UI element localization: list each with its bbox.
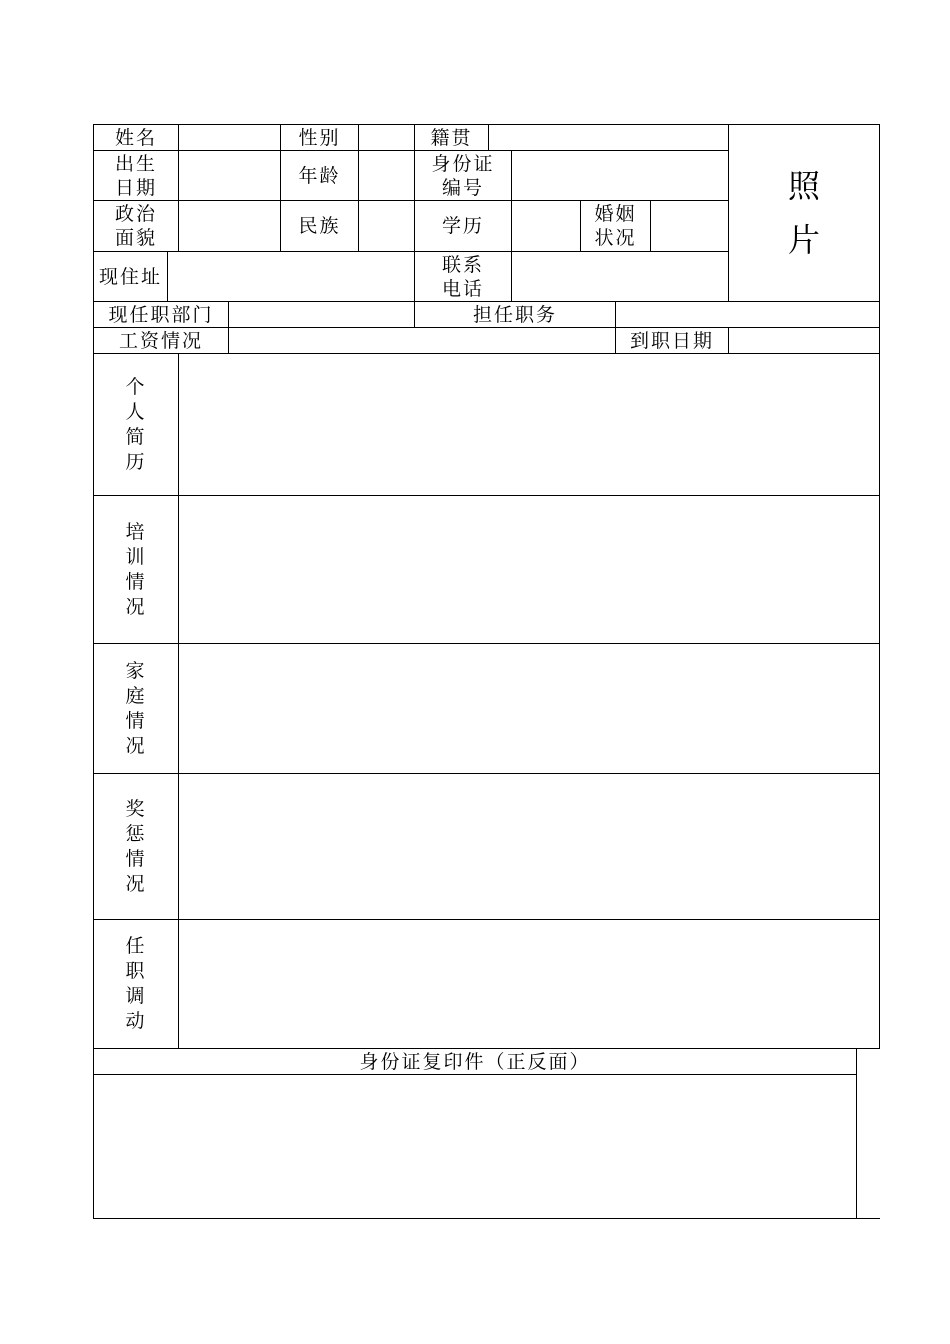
training-field[interactable] [179,496,879,643]
name-label: 姓名 [114,126,157,149]
phone-label-line2: 电话 [441,277,484,300]
family-label-char1: 家 [125,659,147,682]
birth-date-label-line1: 出生 [114,152,157,175]
transfers-label-char4: 动 [125,1010,147,1032]
ethnicity-label: 民族 [298,215,341,237]
id-number-label-line1: 身份证 [431,152,495,175]
marital-status-label [581,201,650,251]
transfers-label-char3: 调 [125,985,147,1007]
start-date-label: 到职日期 [629,329,714,352]
transfers-label-char2: 职 [125,960,147,982]
rewards-field[interactable] [179,774,879,919]
family-label-char4: 况 [125,734,147,757]
family-field[interactable] [179,644,879,773]
marital-status-label-line1: 婚姻 [594,203,637,225]
salary-field[interactable] [229,328,615,353]
resume-label-char2: 人 [125,400,147,423]
training-label-char3: 情 [125,570,147,593]
transfers-field[interactable] [179,920,879,1048]
salary-label: 工资情况 [118,329,203,352]
rewards-label-char2: 惩 [125,822,147,845]
rewards-label-char3: 情 [125,847,147,870]
native-place-label: 籍贯 [430,126,473,149]
education-field[interactable] [512,201,580,251]
rewards-label-char4: 况 [125,872,147,895]
birth-date-label [94,151,178,200]
gender-field[interactable] [359,125,414,150]
rewards-label [94,774,178,919]
phone-label [415,252,511,301]
education-label: 学历 [441,215,484,237]
political-status-field[interactable] [179,201,280,251]
resume-label [94,354,178,495]
id-copy-area[interactable] [94,1075,856,1218]
phone-field[interactable] [512,252,728,301]
family-label-char3: 情 [125,709,147,732]
native-place-field[interactable] [489,125,728,150]
id-number-field[interactable] [512,151,728,200]
resume-field[interactable] [179,354,879,495]
transfers-label-char1: 任 [125,935,147,957]
photo-label-line1: 照 [787,167,820,205]
address-field[interactable] [168,252,414,301]
marital-status-field[interactable] [651,201,728,251]
position-field[interactable] [616,302,879,327]
resume-label-char1: 个 [125,375,147,398]
photo-label-line2: 片 [787,221,820,259]
position-label: 担任职务 [472,303,557,326]
photo-placeholder[interactable] [729,125,879,301]
department-field[interactable] [229,302,414,327]
training-label [94,496,178,643]
transfers-label [94,920,178,1048]
political-status-label-line2: 面貌 [114,227,157,249]
name-field[interactable] [179,125,280,150]
age-field[interactable] [359,151,414,200]
training-label-char4: 况 [125,595,147,618]
resume-label-char4: 历 [125,450,147,473]
gender-label: 性别 [298,126,341,149]
phone-label-line1: 联系 [441,253,484,276]
ethnicity-field[interactable] [359,201,414,251]
start-date-field[interactable] [729,328,879,353]
training-label-char2: 训 [125,545,147,568]
birth-date-label-line2: 日期 [114,176,157,199]
political-status-label-line1: 政治 [114,203,157,225]
department-label: 现任职部门 [108,303,214,326]
family-label [94,644,178,773]
political-status-label [94,201,178,251]
id-copy-label: 身份证复印件（正反面） [359,1050,591,1073]
age-label: 年龄 [298,164,341,187]
marital-status-label-line2: 状况 [594,227,637,249]
address-label: 现住址 [98,265,162,288]
birth-date-field[interactable] [179,151,280,200]
resume-label-char3: 简 [125,425,147,448]
rewards-label-char1: 奖 [125,797,147,820]
id-number-label-line2: 编号 [441,176,484,199]
id-number-label [415,151,511,200]
family-label-char2: 庭 [125,684,147,707]
training-label-char1: 培 [125,520,147,543]
